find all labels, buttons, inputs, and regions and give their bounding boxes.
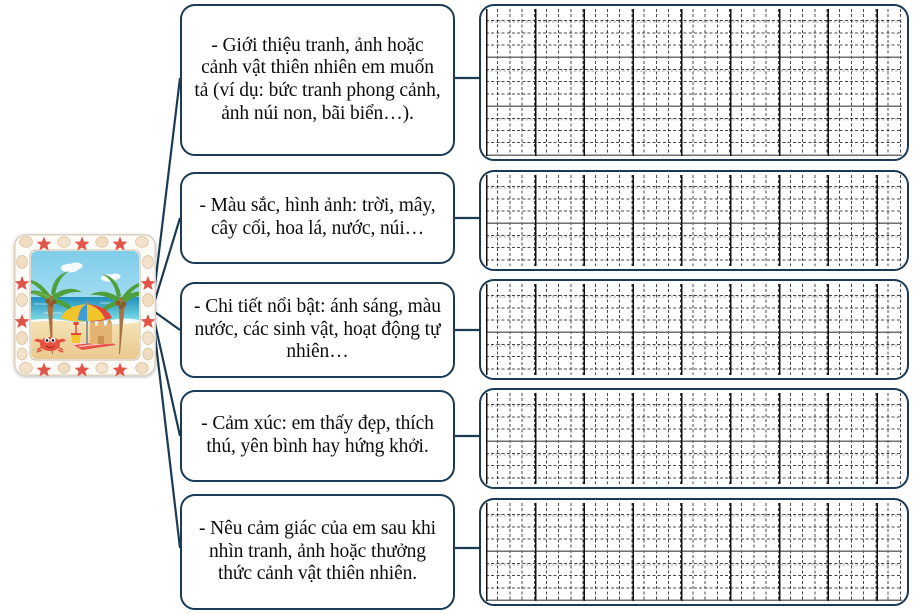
grid-paper-1[interactable] [486, 9, 902, 156]
answer-gridbox-2[interactable] [479, 170, 909, 271]
outline-card-2-text: - Màu sắc, hình ảnh: trời, mây, cây cối, hoa lá, nước, núi… [199, 195, 436, 239]
answer-gridbox-3[interactable] [479, 279, 909, 380]
connector-branch-2 [152, 218, 180, 310]
outline-card-1 [180, 4, 455, 156]
connector-branch-3 [152, 310, 180, 330]
outline-card-1-text: - Giới thiệu tranh, ảnh hoặc cảnh vật thiên nhiên em muốn tả (ví dụ: bức tranh phong cảnh, ảnh núi non, bãi biển…). [194, 34, 441, 124]
outline-card-4-text: - Cảm xúc: em thấy đẹp, thích thú, yên bình hay hứng khởi. [201, 413, 434, 457]
grid-major-vertical-1 [486, 9, 902, 156]
grid-paper-2[interactable] [486, 175, 902, 266]
outline-card-5-text: - Nêu cảm giác của em sau khi nhìn tranh, ảnh hoặc thưởng thức cảnh vật thiên nhiên. [199, 517, 436, 585]
beach-scene-svg [14, 234, 156, 376]
grid-paper-4[interactable] [486, 393, 902, 484]
connector-branch-1 [152, 78, 180, 310]
outline-card-3 [180, 282, 455, 378]
grid-major-vertical-4 [486, 393, 902, 484]
outline-card-4 [180, 390, 455, 482]
grid-paper-5[interactable] [486, 503, 902, 601]
outline-card-5 [180, 494, 455, 610]
grid-major-vertical-2 [486, 175, 902, 266]
beach-inner-scene [23, 251, 149, 359]
connector-branch-5 [152, 310, 180, 548]
grid-major-vertical-5 [486, 503, 902, 601]
answer-gridbox-5[interactable] [479, 498, 909, 606]
outline-card-2 [180, 172, 455, 264]
outline-card-3-text: - Chi tiết nổi bật: ánh sáng, màu nước, các sinh vật, hoạt động tự nhiên… [194, 295, 441, 363]
grid-major-vertical-3 [486, 284, 902, 375]
connector-branch-4 [152, 310, 180, 436]
grid-paper-3[interactable] [486, 284, 902, 375]
answer-gridbox-4[interactable] [479, 388, 909, 489]
beach-scene-picture [14, 234, 156, 376]
answer-gridbox-1[interactable] [479, 4, 909, 161]
